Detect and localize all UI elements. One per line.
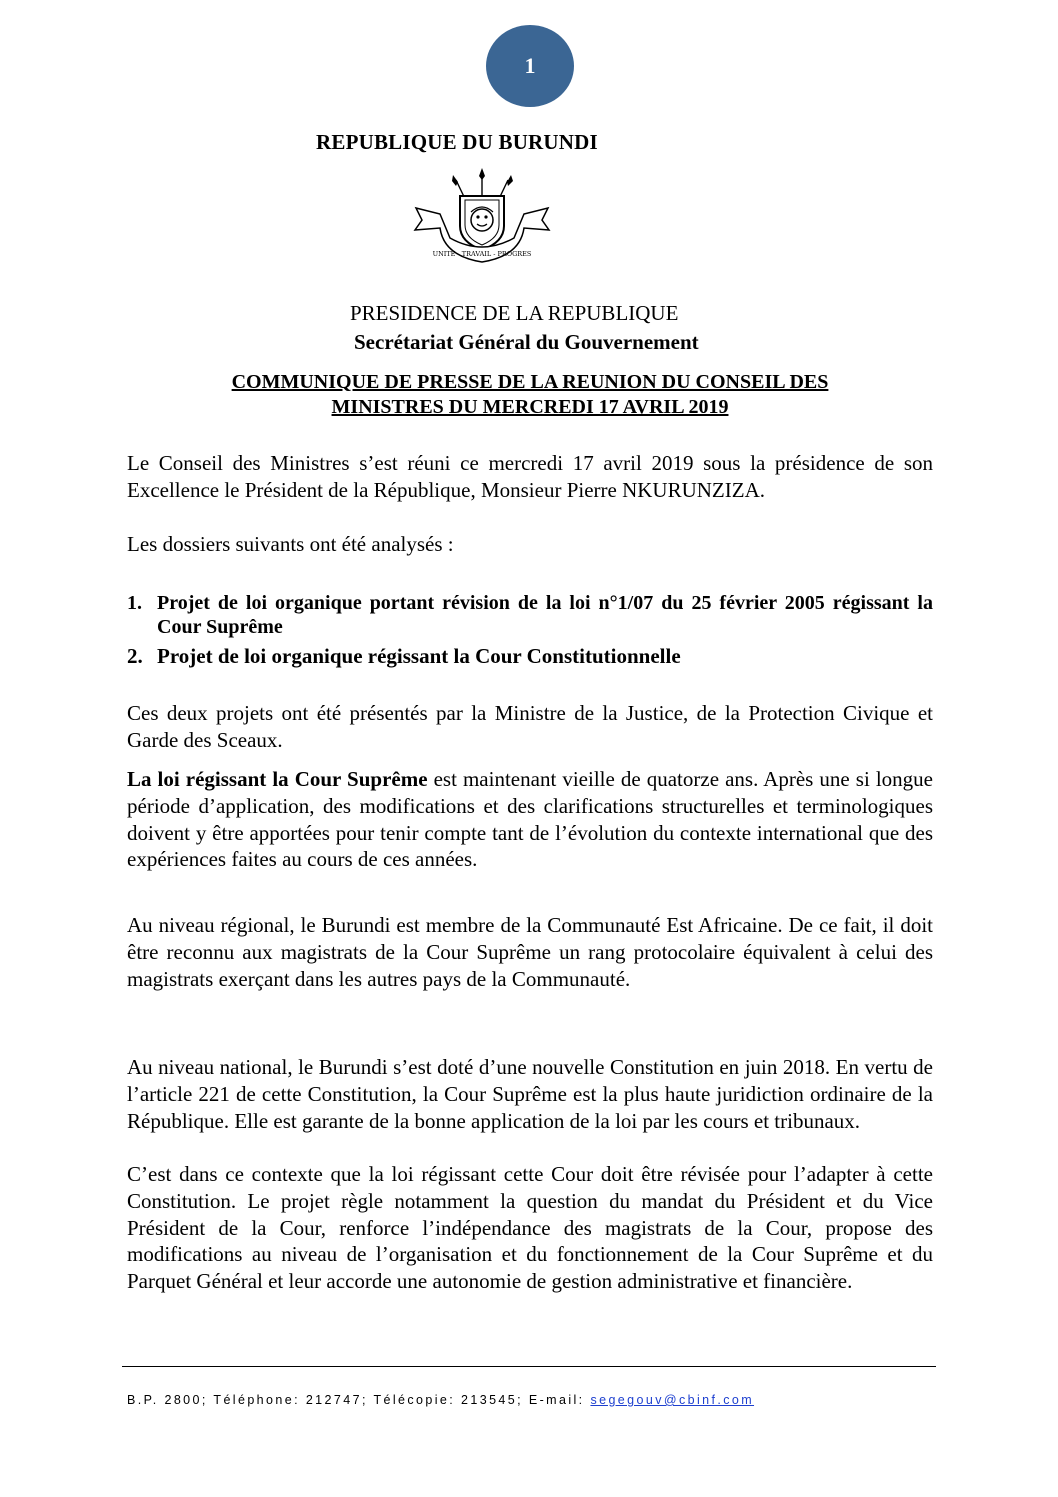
footer-divider	[122, 1366, 936, 1367]
supreme-court-paragraph-text: est maintenant vieille de quatorze ans. Après une si longue période d’application, des modifications et des clarifications structurelles et terminologiques doivent y être apportées pour tenir compte tant de l’évolution du contexte international que des expériences faites au cours de ces années.	[127, 767, 933, 872]
dossiers-label: Les dossiers suivants ont été analysés :	[127, 532, 454, 556]
page-number: 1	[524, 53, 536, 78]
agenda-item-text: Projet de loi organique régissant la Cour Constitutionnelle	[157, 644, 681, 668]
national-paragraph: Au niveau national, le Burundi s’est doté d’une nouvelle Constitution en juin 2018. En vertu de l’article 221 de cette Constitution, la Cour Suprême est la plus haute juridiction ordinaire de la République. Elle est garante de la bonne application de la loi par les cours et tribunaux.	[127, 1055, 933, 1133]
footer-email-link[interactable]: segegouv@cbinf.com	[590, 1393, 755, 1407]
office-heading: PRESIDENCE DE LA REPUBLIQUE	[350, 301, 679, 325]
agenda-item-1	[127, 591, 933, 639]
agenda-item-text: Projet de loi organique portant révision de la loi n°1/07 du 25 février 2005 régissant la Cour Suprême	[157, 592, 933, 638]
department-heading: Secrétariat Général du Gouvernement	[354, 330, 699, 354]
title-line-2: MINISTRES DU MERCREDI 17 AVRIL 2019	[331, 396, 729, 418]
seal-motto: UNITE - TRAVAIL - PROGRES	[432, 250, 532, 258]
agenda-item-number: 1.	[127, 592, 142, 614]
agenda-item-number: 2.	[127, 644, 143, 668]
document-title	[150, 370, 910, 420]
context-paragraph: C’est dans ce contexte que la loi régissant cette Cour doit être révisée pour l’adapter à cette Constitution. Le projet règle notamment la question du mandat du Président et du Vice Président de la Cour, renforce l’indépendance des magistrats de la Cour, propose des modifications au niveau de l’organisation et du fonctionnement de la Cour Suprême et du Parquet Général et leur accorde une autonomie de gestion administrative et financière.	[127, 1162, 933, 1294]
country-heading: REPUBLIQUE DU BURUNDI	[316, 130, 598, 154]
regional-paragraph: Au niveau régional, le Burundi est membre de la Communauté Est Africaine. De ce fait, il doit être reconnu aux magistrats de la Cour Suprême un rang protocolaire équivalent à celui des magistrats exerçant dans les autres pays de la Communauté.	[127, 913, 933, 991]
footer-contact	[127, 1393, 754, 1407]
intro-paragraph: Le Conseil des Ministres s’est réuni ce mercredi 17 avril 2019 sous la présidence de son Excellence le Président de la République, Monsieur Pierre NKURUNZIZA.	[127, 451, 933, 502]
title-line-1: COMMUNIQUE DE PRESSE DE LA REUNION DU CONSEIL DES	[231, 371, 829, 393]
coat-of-arms-icon	[410, 168, 555, 263]
presenters-paragraph: Ces deux projets ont été présentés par la Ministre de la Justice, de la Protection Civique et Garde des Sceaux.	[127, 701, 933, 752]
agenda-item-2	[127, 644, 933, 668]
page-number-badge	[486, 25, 574, 107]
supreme-court-paragraph	[127, 766, 933, 873]
footer-contact-text: B.P. 2800; Téléphone: 212747; Télécopie: 213545; E-mail:	[127, 1393, 591, 1407]
supreme-court-law-emphasis: La loi régissant la Cour Suprême	[127, 767, 428, 791]
